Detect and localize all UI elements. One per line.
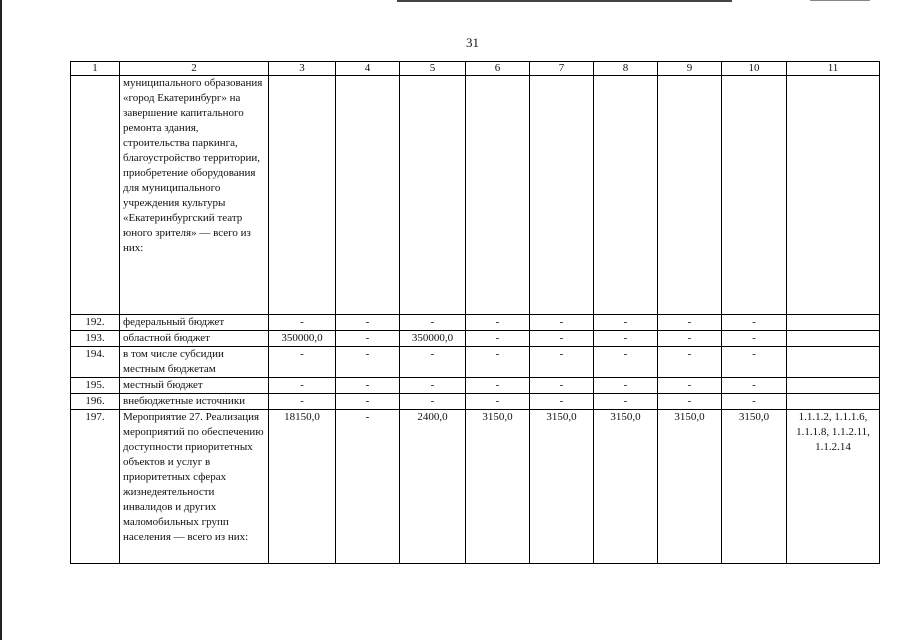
value-cell: - [658, 315, 722, 331]
scan-top-mark-right [810, 0, 870, 1]
column-header: 6 [466, 62, 530, 76]
reference-cell [787, 315, 880, 331]
value-cell: - [400, 315, 466, 331]
row-number: 196. [71, 394, 120, 410]
row-name: в том числе субсидии местным бюджетам [120, 347, 269, 378]
value-cell: - [269, 378, 336, 394]
value-cell: - [594, 378, 658, 394]
row-name: внебюджетные источники [120, 394, 269, 410]
column-header: 10 [722, 62, 787, 76]
header-row [71, 62, 880, 76]
reference-cell [787, 76, 880, 315]
value-cell: - [336, 331, 400, 347]
column-header: 2 [120, 62, 269, 76]
value-cell: - [400, 394, 466, 410]
value-cell: 3150,0 [658, 410, 722, 564]
budget-table [70, 61, 880, 564]
column-header: 11 [787, 62, 880, 76]
row-number: 192. [71, 315, 120, 331]
row-name: областной бюджет [120, 331, 269, 347]
value-cell: - [466, 378, 530, 394]
table-row [71, 410, 880, 564]
value-cell [269, 76, 336, 315]
value-cell: - [722, 315, 787, 331]
value-cell: - [530, 378, 594, 394]
row-number: 193. [71, 331, 120, 347]
row-name: Мероприятие 27. Реализация мероприятий по обеспечению доступности приоритетных объектов и услуг в приоритетных сферах жизнедеятельности инвалидов и других маломобильных групп населения — всего из них: [120, 410, 269, 564]
value-cell: - [594, 394, 658, 410]
value-cell: 3150,0 [530, 410, 594, 564]
value-cell: 3150,0 [594, 410, 658, 564]
table-row [71, 76, 880, 315]
value-cell: 2400,0 [400, 410, 466, 564]
row-name: федеральный бюджет [120, 315, 269, 331]
value-cell [400, 76, 466, 315]
value-cell: - [269, 315, 336, 331]
row-number: 197. [71, 410, 120, 564]
value-cell: - [269, 394, 336, 410]
value-cell: - [530, 347, 594, 378]
row-number [71, 76, 120, 315]
value-cell: - [658, 347, 722, 378]
value-cell: - [722, 347, 787, 378]
value-cell [336, 76, 400, 315]
value-cell [594, 76, 658, 315]
row-name: местный бюджет [120, 378, 269, 394]
value-cell: - [658, 378, 722, 394]
column-header: 8 [594, 62, 658, 76]
value-cell: 3150,0 [466, 410, 530, 564]
table-row [71, 315, 880, 331]
scan-top-mark [397, 0, 732, 2]
column-header: 1 [71, 62, 120, 76]
table-row [71, 331, 880, 347]
value-cell: - [400, 378, 466, 394]
value-cell: - [400, 347, 466, 378]
value-cell: - [722, 331, 787, 347]
value-cell [530, 76, 594, 315]
row-number: 195. [71, 378, 120, 394]
row-name: муниципального образования «город Екатеринбург» на завершение капитального ремонта здания, строительства паркинга, благоустройство территории, приобретение оборудования для муниципального учреждения культуры «Екатеринбургский театр юного зрителя» — всего из них: [120, 76, 269, 315]
value-cell: - [530, 331, 594, 347]
table-row [71, 378, 880, 394]
value-cell: 18150,0 [269, 410, 336, 564]
value-cell: - [466, 331, 530, 347]
value-cell: - [336, 347, 400, 378]
value-cell: - [722, 394, 787, 410]
value-cell: 3150,0 [722, 410, 787, 564]
column-header: 9 [658, 62, 722, 76]
page-number: 31 [466, 35, 479, 50]
reference-cell [787, 378, 880, 394]
reference-cell [787, 394, 880, 410]
column-header: 3 [269, 62, 336, 76]
reference-cell: 1.1.1.2, 1.1.1.6, 1.1.1.8, 1.1.2.11, 1.1.2.14 [787, 410, 880, 564]
value-cell: - [594, 347, 658, 378]
value-cell: - [594, 331, 658, 347]
column-header: 7 [530, 62, 594, 76]
value-cell: - [658, 394, 722, 410]
value-cell: - [658, 331, 722, 347]
table-row [71, 347, 880, 378]
column-header: 4 [336, 62, 400, 76]
value-cell: 350000,0 [400, 331, 466, 347]
scan-left-edge [0, 0, 2, 640]
value-cell [658, 76, 722, 315]
value-cell: - [594, 315, 658, 331]
value-cell [722, 76, 787, 315]
column-header: 5 [400, 62, 466, 76]
value-cell: - [530, 394, 594, 410]
value-cell: - [336, 410, 400, 564]
value-cell [466, 76, 530, 315]
value-cell: - [466, 347, 530, 378]
value-cell: - [466, 315, 530, 331]
value-cell: - [336, 378, 400, 394]
reference-cell [787, 347, 880, 378]
value-cell: 350000,0 [269, 331, 336, 347]
table-row [71, 394, 880, 410]
value-cell: - [336, 315, 400, 331]
reference-cell [787, 331, 880, 347]
value-cell: - [466, 394, 530, 410]
value-cell: - [530, 315, 594, 331]
value-cell: - [722, 378, 787, 394]
row-number: 194. [71, 347, 120, 378]
value-cell: - [269, 347, 336, 378]
value-cell: - [336, 394, 400, 410]
